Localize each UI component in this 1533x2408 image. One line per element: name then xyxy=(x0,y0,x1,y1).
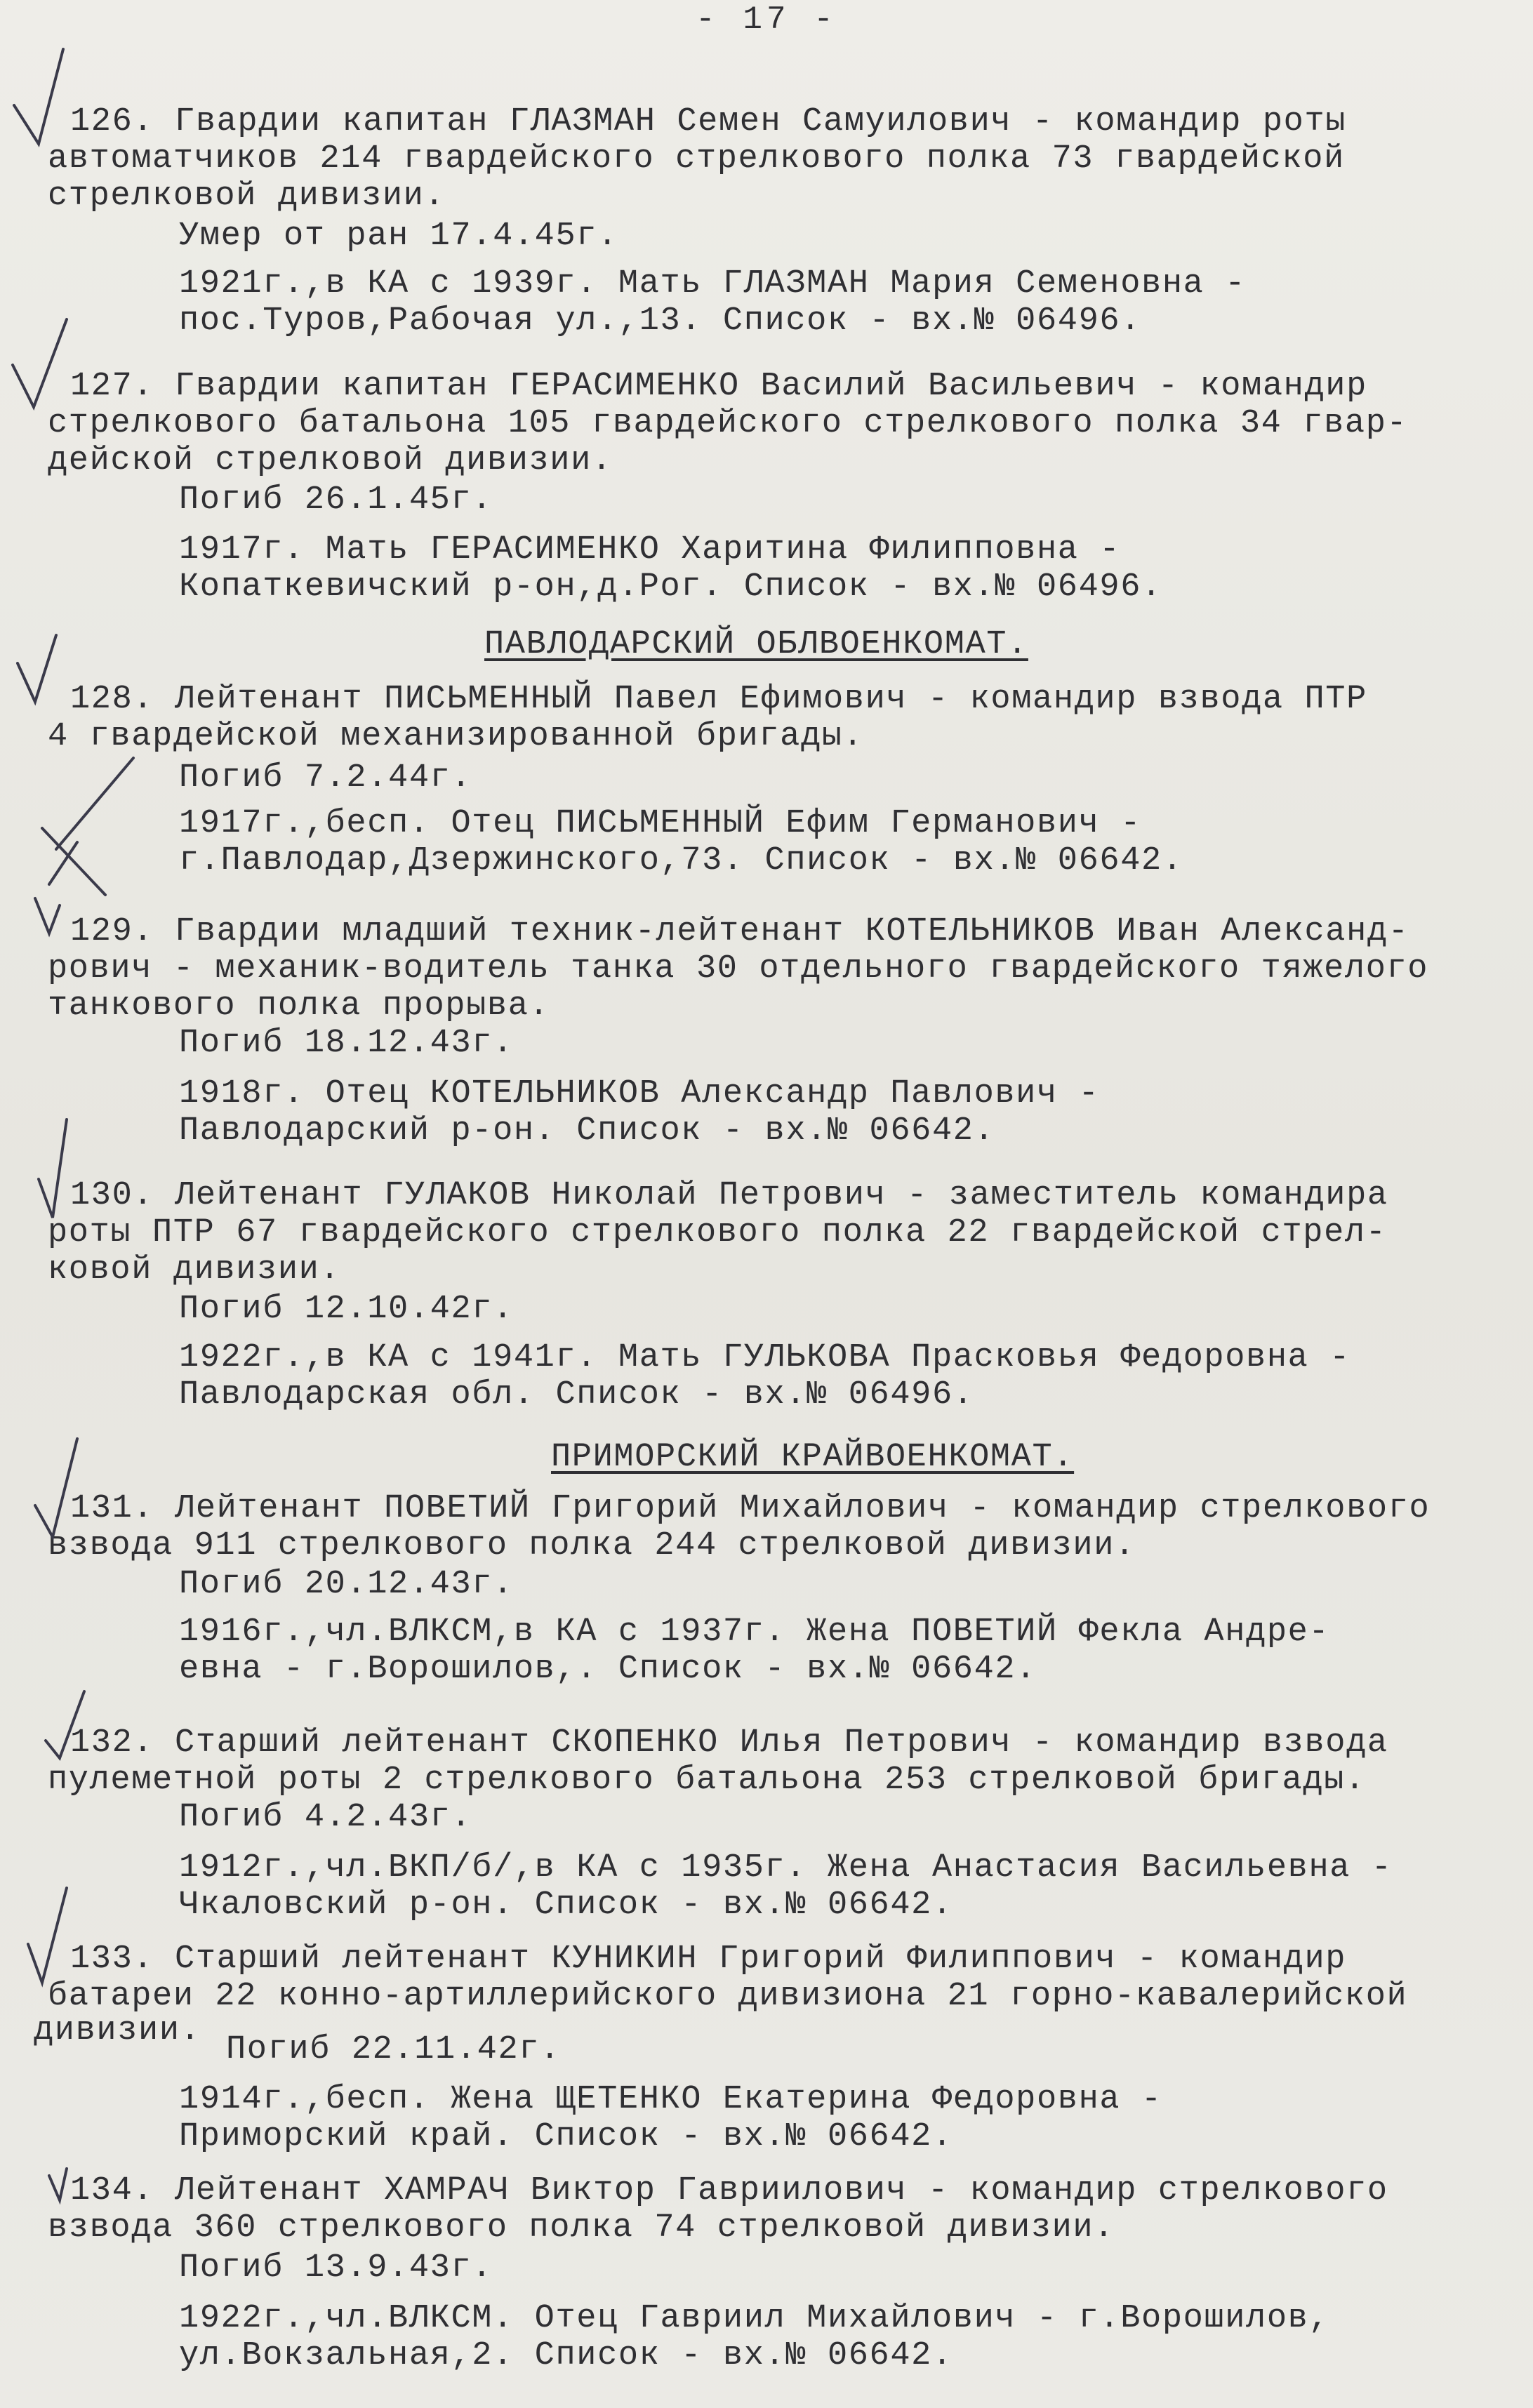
entry-132-status: Погиб 4.2.43г. xyxy=(179,1799,472,1836)
page-number: - 17 - xyxy=(696,1,837,38)
entry-128-status: Погиб 7.2.44г. xyxy=(179,759,472,797)
entry-130-line-2: роты ПТР 67 гвардейского стрелкового полка 22 гвардейской стрел- xyxy=(48,1214,1387,1251)
entry-128-detail-1: 1917г.,бесп. Отец ПИСЬМЕННЫЙ Ефим Германович - xyxy=(179,805,1142,842)
entry-127-detail-2: Копаткевичский р-он,д.Рог. Список - вх.№ 06496. xyxy=(179,568,1162,606)
entry-126-line-3: стрелковой дивизии. xyxy=(48,178,446,215)
entry-130-line-1: 130. Лейтенант ГУЛАКОВ Николай Петрович - заместитель командира xyxy=(70,1177,1388,1214)
entry-131-detail-2: евна - г.Ворошилов,. Список - вх.№ 06642. xyxy=(179,1651,1037,1688)
entry-133-line-2: батареи 22 конно-артиллерийского дивизиона 21 горно-кавалерийской xyxy=(48,1978,1408,2015)
entry-132-line-2: пулеметной роты 2 стрелкового батальона 253 стрелковой бригады. xyxy=(48,1762,1366,1799)
entry-134-detail-1: 1922г.,чл.ВЛКСМ. Отец Гавриил Михайлович - г.Ворошилов, xyxy=(179,2300,1330,2337)
entry-128-line-1: 128. Лейтенант ПИСЬМЕННЫЙ Павел Ефимович - командир взвода ПТР xyxy=(70,681,1367,718)
entry-134-line-2: взвода 360 стрелкового полка 74 стрелковой дивизии. xyxy=(48,2209,1115,2247)
entry-131-line-2: взвода 911 стрелкового полка 244 стрелковой дивизии. xyxy=(48,1527,1136,1564)
entry-133-line-3: дивизии. xyxy=(34,2012,201,2049)
entry-129-line-2: рович - механик-водитель танка 30 отдельного гвардейского тяжелого xyxy=(48,950,1429,987)
entry-133-line-1: 133. Старший лейтенант КУНИКИН Григорий Филиппович - командир xyxy=(70,1941,1347,1978)
entry-126-detail-1: 1921г.,в КА с 1939г. Мать ГЛАЗМАН Мария Семеновна - xyxy=(179,265,1247,302)
entry-129-line-1: 129. Гвардии младший техник-лейтенант КОТЕЛЬНИКОВ Иван Александ- xyxy=(70,913,1409,950)
entry-132-line-1: 132. Старший лейтенант СКОПЕНКО Илья Петрович - командир взвода xyxy=(70,1724,1388,1762)
entry-133-detail-1: 1914г.,бесп. Жена ЩЕТЕНКО Екатерина Федоровна - xyxy=(179,2081,1162,2118)
entry-134-line-1: 134. Лейтенант ХАМРАЧ Виктор Гавриилович - командир стрелкового xyxy=(70,2172,1388,2209)
entry-126-line-2: автоматчиков 214 гвардейского стрелкового полка 73 гвардейской xyxy=(48,140,1345,178)
entry-129-status: Погиб 18.12.43г. xyxy=(179,1025,514,1062)
entry-131-detail-1: 1916г.,чл.ВЛКСМ,в КА с 1937г. Жена ПОВЕТИЙ Фекла Андре- xyxy=(179,1614,1330,1651)
entry-129-line-3: танкового полка прорыва. xyxy=(48,987,550,1025)
entry-131-line-1: 131. Лейтенант ПОВЕТИЙ Григорий Михайлович - командир стрелкового xyxy=(70,1490,1431,1527)
entry-134-status: Погиб 13.9.43г. xyxy=(179,2249,493,2287)
entry-129-detail-2: Павлодарский р-он. Список - вх.№ 06642. xyxy=(179,1112,995,1150)
entry-132-detail-1: 1912г.,чл.ВКП/б/,в КА с 1935г. Жена Анастасия Васильевна - xyxy=(179,1849,1393,1887)
entry-127-detail-1: 1917г. Мать ГЕРАСИМЕНКО Харитина Филипповна - xyxy=(179,531,1121,568)
entry-126-detail-2: пос.Туров,Рабочая ул.,13. Список - вх.№ 06496. xyxy=(179,302,1142,340)
entry-133-status: Погиб 22.11.42г. xyxy=(226,2031,561,2068)
entry-128-detail-2: г.Павлодар,Дзержинского,73. Список - вх.№ 06642. xyxy=(179,842,1183,879)
entry-130-line-3: ковой дивизии. xyxy=(48,1251,341,1289)
entry-133-detail-2: Приморский край. Список - вх.№ 06642. xyxy=(179,2118,953,2155)
entry-134-detail-2: ул.Вокзальная,2. Список - вх.№ 06642. xyxy=(179,2337,953,2374)
entry-130-status: Погиб 12.10.42г. xyxy=(179,1291,514,1328)
entry-127-line-2: стрелкового батальона 105 гвардейского стрелкового полка 34 гвар- xyxy=(48,405,1408,442)
entry-126-status: Умер от ран 17.4.45г. xyxy=(179,218,618,255)
entry-132-detail-2: Чкаловский р-он. Список - вх.№ 06642. xyxy=(179,1887,953,1924)
entry-128-line-2: 4 гвардейской механизированной бригады. xyxy=(48,718,864,755)
entry-127-status: Погиб 26.1.45г. xyxy=(179,481,493,519)
section-heading-pavlodar: ПАВЛОДАРСКИЙ ОБЛВОЕНКОМАТ. xyxy=(484,626,1028,663)
entry-130-detail-2: Павлодарская обл. Список - вх.№ 06496. xyxy=(179,1376,974,1413)
entry-126-line-1: 126. Гвардии капитан ГЛАЗМАН Семен Самуилович - командир роты xyxy=(70,103,1347,140)
entry-131-status: Погиб 20.12.43г. xyxy=(179,1566,514,1603)
entry-127-line-3: дейской стрелковой дивизии. xyxy=(48,442,613,479)
entry-127-line-1: 127. Гвардии капитан ГЕРАСИМЕНКО Василий Васильевич - командир xyxy=(70,368,1367,405)
section-heading-primorsky: ПРИМОРСКИЙ КРАЙВОЕНКОМАТ. xyxy=(551,1439,1075,1476)
entry-129-detail-1: 1918г. Отец КОТЕЛЬНИКОВ Александр Павлович - xyxy=(179,1075,1100,1112)
entry-130-detail-1: 1922г.,в КА с 1941г. Мать ГУЛЬКОВА Прасковья Федоровна - xyxy=(179,1339,1351,1376)
